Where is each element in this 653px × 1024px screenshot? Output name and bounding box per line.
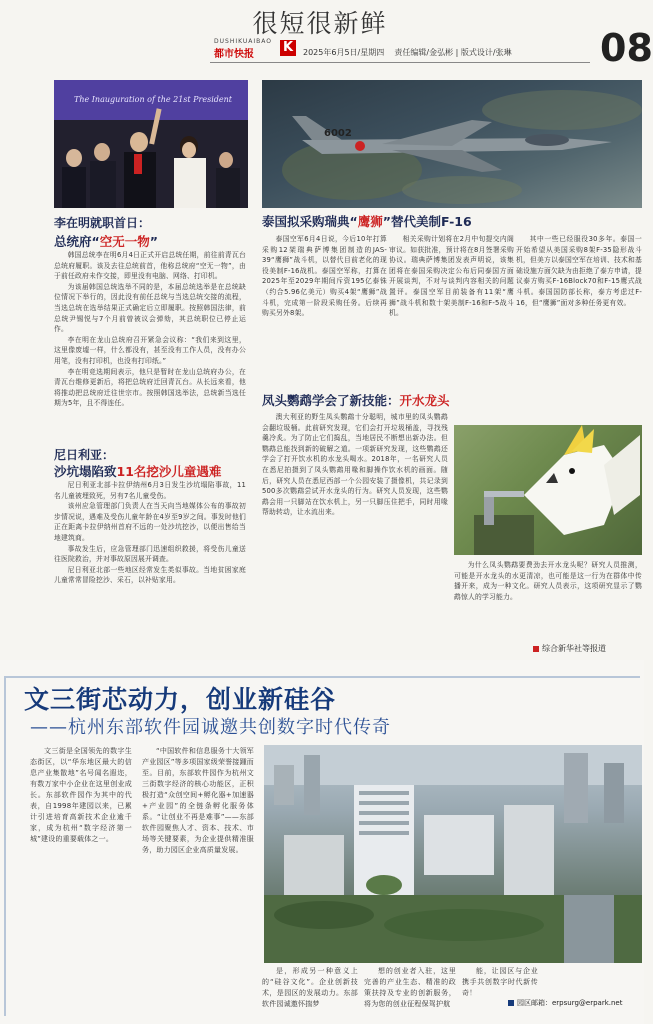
article1-headline-line2: 总统府“空无一物” [54, 234, 158, 249]
feature-border-top [4, 676, 640, 678]
jet-illustration [262, 80, 642, 208]
credit-marker-icon [533, 646, 539, 652]
article1-paragraph: 李在明在龙山总统府召开紧急会议称：“我们来到这里，这里像废墟一样，什么都没有，甚至没有工作人员，没有办公用笔，没有打印机，也没有打印纸。” [54, 335, 246, 365]
article3-paragraph: 尼日利亚北部卡拉伊纳州6月3日发生沙坑塌陷事故，11名儿童被埋致死，另有7名儿童受伤。 [54, 481, 246, 500]
article2-headline-emphasis: 鹰狮 [357, 214, 383, 229]
header-rule [210, 62, 590, 63]
article3-headline-line2: 沙坑塌陷致11名挖沙儿童遇难 [54, 464, 222, 479]
contact-marker-icon [508, 1000, 514, 1006]
article3-headline-line1: 尼日利亚： [54, 448, 115, 462]
article2-headline: 泰国拟采购瑞典“鹰狮”替代美制F-16 [262, 214, 472, 229]
article3-paragraph: 该州应急管理部门负责人在当天向当地媒体公布的事故初步情况说，遇难及受伤儿童年龄在4岁至9岁之间。事发时他们正在距离卡拉伊纳州首府不远的一处沙坑挖沙，以便出售给当地建筑商。 [54, 502, 246, 542]
article3-headline-emphasis: 11名挖沙儿童遇难 [116, 464, 222, 479]
feature-body-col4: 想的创业者入驻，这里完善的产业生态、精准的政策扶持及专业的创新服务，将为您的创业征程保驾护航 [364, 967, 456, 1008]
feature-body-col5: 能，让园区与企业携手共创数字时代新传奇！ [462, 967, 538, 997]
page-section-title: 很短很新鲜 [252, 9, 388, 38]
logo-chinese: 都市快报 [214, 49, 254, 60]
aerial-city-illustration [264, 745, 642, 963]
article1-headline-emphasis: 空无一物 [99, 234, 150, 249]
article3-paragraph: 事故发生后，应急管理部门迅速组织救援，将受伤儿童送往医院救治，并对事故原因展开调查。 [54, 544, 246, 564]
feature-title: 文三街芯动力，创业新硅谷 [24, 685, 337, 714]
cockatoo-illustration [454, 425, 642, 555]
page-number: 08 [600, 26, 653, 70]
gripen-jet-photo [262, 80, 642, 208]
article4-body-col1: 澳大利亚的野生凤头鹦鹉十分聪明，城市里的凤头鹦鹉会翻垃圾桶。此前研究发现，它们会打开垃圾桶盖，寻找残羹冷炙。为了防止它们捣乱，当地居民不断想出新办法。但鹦鹉总能找到新的破解之道。一项新研究发现，这些鹦鹉还学会了打开饮水机的水龙头喝水。2018年，一名研究人员在悉尼拍摄到了凤头鹦鹉用喙和脚操作饮水机的画面。随后，研究人员在悉尼西部一个公园安装了摄像机，共记录到500多次鹦鹉尝试开水龙头的行为。研究人员发现，这些鹦鹉会用一只脚站在饮水机上，另一只脚压住把手，同时用喙帮助转动，让水流出来。 [262, 413, 448, 517]
feature-body-col6 [542, 966, 642, 990]
article1-paragraph: 李在明竞选期间表示，他只是暂时在龙山总统府办公，在青瓦台维修更新后，将把总统府迁回青瓦台。从长远来看，他将推动把总统府迁往世宗市。按照韩国选举法，总统新当选任期为5年，且不得连任。 [54, 367, 246, 408]
article4-headline-emphasis: 开水龙头 [399, 393, 450, 408]
article4-body-col2: 为什么凤头鹦鹉要费劲去开水龙头呢？研究人员推测，可能是开水龙头的水更清凉，也可能是这一行为在群体中传播开来，成为一种文化。研究人员表示，这项研究显示了鹦鹉惊人的学习能力。 [454, 561, 642, 601]
editors-credit: 责任编辑/金弘彬 | 版式设计/张琳 [394, 48, 512, 57]
feature-subtitle: ——杭州东部软件园诚邀共创数字时代传奇 [30, 717, 391, 738]
cockatoo-photo [454, 425, 642, 555]
issue-date: 2025年6月5日/星期四 [303, 48, 385, 57]
logo-k-icon: K [280, 40, 296, 56]
article3-body [54, 480, 246, 650]
header-meta [303, 47, 512, 58]
article2-body-col2: 相关采购计划将在2月中旬提交内阁审议。如获批准，预计将在8月签署采购协议。瑞典萨博集团发表声明说，该集团将在泰国采购决定公布后同泰国方面开展谈判，不对与谈判内容相关的问题置评。泰国空军目前装备有11架“鹰狮”战斗机和数十架美制F-16和F-5战斗机。 [389, 235, 514, 318]
feature-border-left [4, 676, 6, 1016]
software-park-aerial-photo [264, 745, 642, 963]
feature-body-col3: 是，形成另一种意义上的“硅谷文化”。企业创新技术，是园区的发展动力。东部软件园诚邀怀揣梦 [262, 967, 358, 1008]
article4-headline: 凤头鹦鹉学会了新技能：开水龙头 [262, 393, 450, 408]
feature-body-col2: “中国软件和信息服务十大领军产业园区”等多项国家级荣誉接踵而至。目前，东部软件园作为杭州文三街数字经济的核心功能区，正积极打造“众创空间+孵化器+加速器+产业园”的全链条孵化服务体系。“让创业不再是难事”——东部软件园聚焦人才、资本、技术、市场等关键要素，为企业提供精准服务，助力园区企业高质量发展。 [142, 747, 254, 854]
inauguration-photo [54, 80, 248, 208]
article2-body-col3: 其中一些已经服役30多年。泰国一开始希望从美国采购8架F-35隐形战斗机，但美方以泰国空军在培训、技术和基础设施方面欠缺为由拒绝了泰方申请，提议泰方购买F-16Block70和F-15鹰式战斗机。泰国国防部长称，泰方考虑过F-16，但“鹰狮”面对多种任务更有效。 [516, 235, 642, 307]
inauguration-illustration [54, 80, 248, 208]
feature-body-col1: 文三街是全国领先的数字生态街区，以“华东地区最大的信息产业集散地”名号闻名遐迩，有数万家中小企业在这里创业成长。东部软件园作为其中的代表，自1998年建园以来，已累计引进培育高新技术企业逾千家，成为杭州“数字经济第一城”建设的重要载体之一。 [30, 747, 132, 843]
logo-english: DUSHIKUAIBAO [214, 38, 272, 45]
article1-paragraph: 韩国总统李在明6月4日正式开启总统任期，前往前青瓦台总统府履职。该及去往总统前首，他称总统府“空无一物”，由于前任政府未作交接，即里没有电脑、网络、打印机。 [54, 251, 246, 281]
stage-banner-text: The Inauguration of the 21st President [74, 95, 232, 104]
feature-contact: 园区邮箱：erpsurg@erpark.net [508, 998, 622, 1008]
article1-paragraph: 为该届韩国总统选举不同的是，本届总统选举是在总统缺位情况下举行的，因此没有前任总统与当选总统交接的流程，当选总统在选举结果正式确定后立即履职。按照韩国法律，前总统尹锡悦与7个月前曾被议会弹劾，其总统职位已停止运作。 [54, 282, 246, 334]
article2-body-col1: 泰国空军6月4日说，今后10年打算采购12架瑞典萨博集团制造的JAS-39“鹰狮”战斗机，以替代目前老化的现役美制F-16战机。泰国空军称，打算在2025年至2029年期间斥资195亿泰铢（约合5.96亿美元）购买4架“鹰狮”战斗机，完成第一阶段采购任务。后续再购买另外8架。 [262, 235, 387, 318]
source-credit: 综合新华社等报道 [533, 643, 606, 654]
jet-tail-number: 6002 [324, 128, 352, 139]
article1-body [54, 250, 246, 435]
article3-paragraph: 尼日利亚北部一些地区经常发生类似事故。当地贫困家庭儿童常常冒险挖沙、采石，以补贴家用。 [54, 565, 246, 585]
article1-headline-line1: 李在明就职首日： [54, 216, 151, 230]
